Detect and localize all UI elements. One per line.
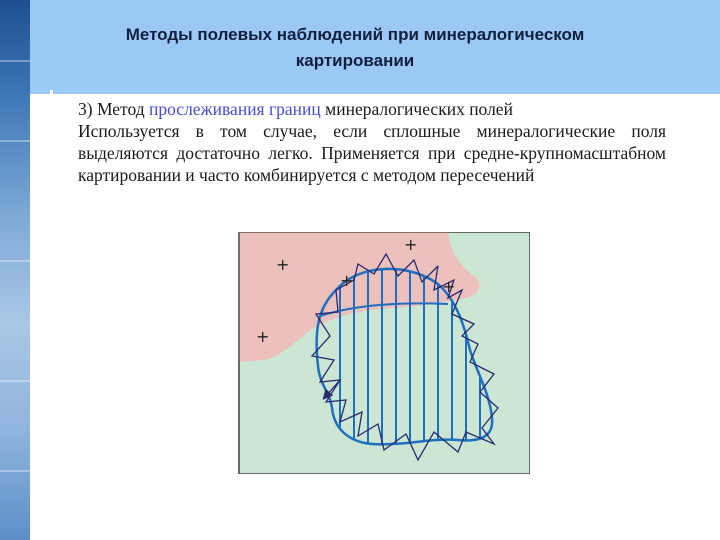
- slide-title: Методы полевых наблюдений при минералогическом картировании: [125, 25, 585, 70]
- method-prefix: 3) Метод: [78, 99, 149, 119]
- plus-marker: +: [276, 255, 290, 274]
- plus-marker: +: [404, 235, 418, 254]
- plus-marker: +: [340, 271, 354, 290]
- plus-marker: +: [256, 327, 270, 346]
- body-paragraph: [78, 98, 666, 186]
- left-accent-bar: [50, 90, 53, 540]
- plus-marker: +: [442, 277, 456, 296]
- slide: [30, 0, 720, 540]
- boundary-tracing-diagram: [208, 232, 530, 474]
- title-bar: [30, 0, 720, 94]
- method-description: Используется в том случае, если сплошные минералогические поля выделяются достаточно легко. Применяется при средне-крупномасштабном картировании и часто комбинируется с методом пересечений: [78, 121, 666, 185]
- method-highlight: прослеживания границ: [149, 99, 321, 119]
- method-suffix: минералогических полей: [320, 99, 513, 119]
